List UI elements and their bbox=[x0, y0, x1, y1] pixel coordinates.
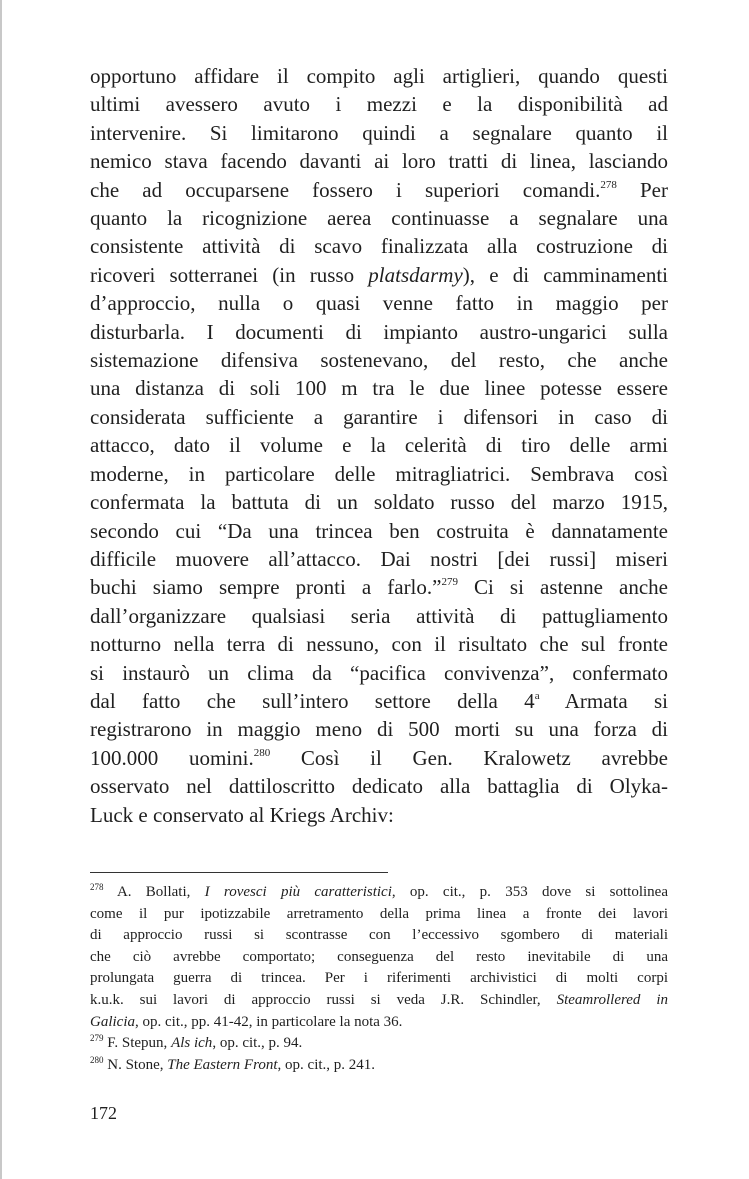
footnote-number: 279 bbox=[90, 1033, 104, 1044]
footnote-text: , op. cit., pp. 41-42, in particolare la nota 36. bbox=[135, 1013, 403, 1030]
footnote-title: Steamrollered in bbox=[556, 991, 668, 1008]
text-line: una distanza di soli 100 m tra le due linee potesse essere bbox=[90, 376, 668, 401]
footnotes bbox=[90, 882, 668, 1076]
text-line: d’approccio, nulla o quasi venne fatto in maggio per bbox=[90, 291, 668, 316]
footnote-title: Galicia bbox=[90, 1013, 135, 1030]
text-fragment: Per bbox=[640, 177, 668, 202]
footnote-number: 280 bbox=[90, 1054, 104, 1065]
text-line: disturbarla. I documenti di impianto austro-ungarici sulla bbox=[90, 319, 668, 344]
footnote-ref-280: 280 bbox=[253, 746, 271, 759]
text-fragment: buchi siamo sempre pronti a farlo.” bbox=[90, 575, 442, 600]
text-line: Luck e conservato al Kriegs Archiv: bbox=[90, 802, 394, 827]
text-line bbox=[90, 176, 668, 204]
footnote-number: 278 bbox=[90, 882, 104, 892]
footnote-title: The Eastern Front bbox=[167, 1056, 278, 1073]
text-line bbox=[90, 261, 668, 289]
text-line bbox=[90, 687, 668, 715]
text-fragment: ), e di camminamenti bbox=[462, 262, 668, 287]
text-line: quanto la ricognizione aerea continuasse a segnalare una bbox=[90, 206, 668, 231]
footnote-279 bbox=[90, 1033, 668, 1055]
text-fragment: Armata si bbox=[564, 688, 668, 713]
footnote-line: di approccio russi si scontrasse con l’eccessivo sgombero di materiali bbox=[90, 927, 668, 944]
text-line: intervenire. Si limitarono quindi a segnalare quanto il bbox=[90, 120, 668, 145]
text-line: dall’organizzare qualsiasi seria attività di pattugliamento bbox=[90, 603, 668, 628]
footnote-title: I rovesci più caratteristici bbox=[204, 884, 392, 900]
footnote-text: F. Stepun, bbox=[107, 1035, 172, 1052]
text-line: difficile muovere all’attacco. Dai nostri [dei russi] miseri bbox=[90, 546, 668, 571]
text-line: nemico stava facendo davanti ai loro tratti di linea, lasciando bbox=[90, 149, 668, 174]
footnote-line bbox=[90, 1012, 668, 1034]
footnote-278 bbox=[90, 882, 668, 904]
text-line: considerata sufficiente a garantire i difensori in caso di bbox=[90, 404, 668, 429]
superscript-a: a bbox=[534, 689, 540, 702]
main-text bbox=[90, 62, 668, 829]
footnote-text: N. Stone, bbox=[107, 1056, 168, 1073]
text-line: registrarono in maggio meno di 500 morti su una forza di bbox=[90, 717, 668, 742]
footnote-text: , op. cit., p. 353 dove si sottolinea bbox=[391, 884, 668, 900]
text-line bbox=[90, 573, 668, 601]
italic-term: platsdarmy bbox=[368, 262, 463, 287]
footnote-text: , op. cit., p. 241. bbox=[277, 1056, 376, 1073]
text-fragment: che ad occuparsene fossero i superiori comandi. bbox=[90, 177, 601, 202]
footnote-line: prolungata guerra di trincea. Per i riferimenti archivistici di molti corpi bbox=[90, 970, 668, 987]
text-line: ultimi avessero avuto i mezzi e la disponibilità ad bbox=[90, 92, 668, 117]
text-fragment: dal fatto che sull’intero settore della 4 bbox=[90, 688, 535, 713]
footnote-ref-278: 278 bbox=[600, 178, 617, 191]
footnote-title: Als ich bbox=[171, 1035, 213, 1052]
page-number: 172 bbox=[90, 1103, 117, 1123]
page-edge bbox=[0, 0, 2, 1179]
footnote-separator bbox=[90, 872, 388, 873]
text-line: consistente attività di scavo finalizzata alla costruzione di bbox=[90, 234, 668, 259]
text-line: secondo cui “Da una trincea ben costruita è dannatamente bbox=[90, 518, 668, 543]
footnote-text: , op. cit., p. 94. bbox=[212, 1035, 303, 1052]
text-fragment: Così il Gen. Kralowetz avrebbe bbox=[300, 745, 668, 770]
footnote-text: A. Bollati, bbox=[116, 884, 205, 900]
text-line: moderne, in particolare delle mitragliatrici. Sembrava così bbox=[90, 461, 668, 486]
footnote-ref-279: 279 bbox=[441, 576, 458, 589]
footnote-line bbox=[90, 990, 668, 1012]
text-line: opportuno affidare il compito agli artiglieri, quando questi bbox=[90, 64, 668, 88]
text-line: sistemazione difensiva sostenevano, del resto, che anche bbox=[90, 348, 668, 373]
text-line: confermata la battuta di un soldato russo del marzo 1915, bbox=[90, 490, 668, 515]
text-fragment: 100.000 uomini. bbox=[90, 745, 254, 770]
footnote-line: che ciò avrebbe comportato; conseguenza del resto inevitabile di una bbox=[90, 948, 668, 965]
text-line bbox=[90, 744, 668, 772]
text-line: notturno nella terra di nessuno, con il risultato che sul fronte bbox=[90, 632, 668, 657]
text-fragment: Ci si astenne anche bbox=[474, 575, 668, 600]
text-line: attacco, dato il volume e la celerità di tiro delle armi bbox=[90, 433, 668, 458]
footnote-280 bbox=[90, 1055, 668, 1077]
text-fragment: ricoveri sotterranei (in russo bbox=[90, 262, 369, 287]
footnote-text: k.u.k. sui lavori di approccio russi si veda J.R. Schindler, bbox=[90, 991, 557, 1008]
text-line: si instaurò un clima da “pacifica convivenza”, confermato bbox=[90, 660, 668, 685]
text-line: osservato nel dattiloscritto dedicato alla battaglia di Olyka- bbox=[90, 774, 668, 799]
footnote-line: come il pur ipotizzabile arretramento della prima linea a fronte dei lavori bbox=[90, 905, 668, 922]
